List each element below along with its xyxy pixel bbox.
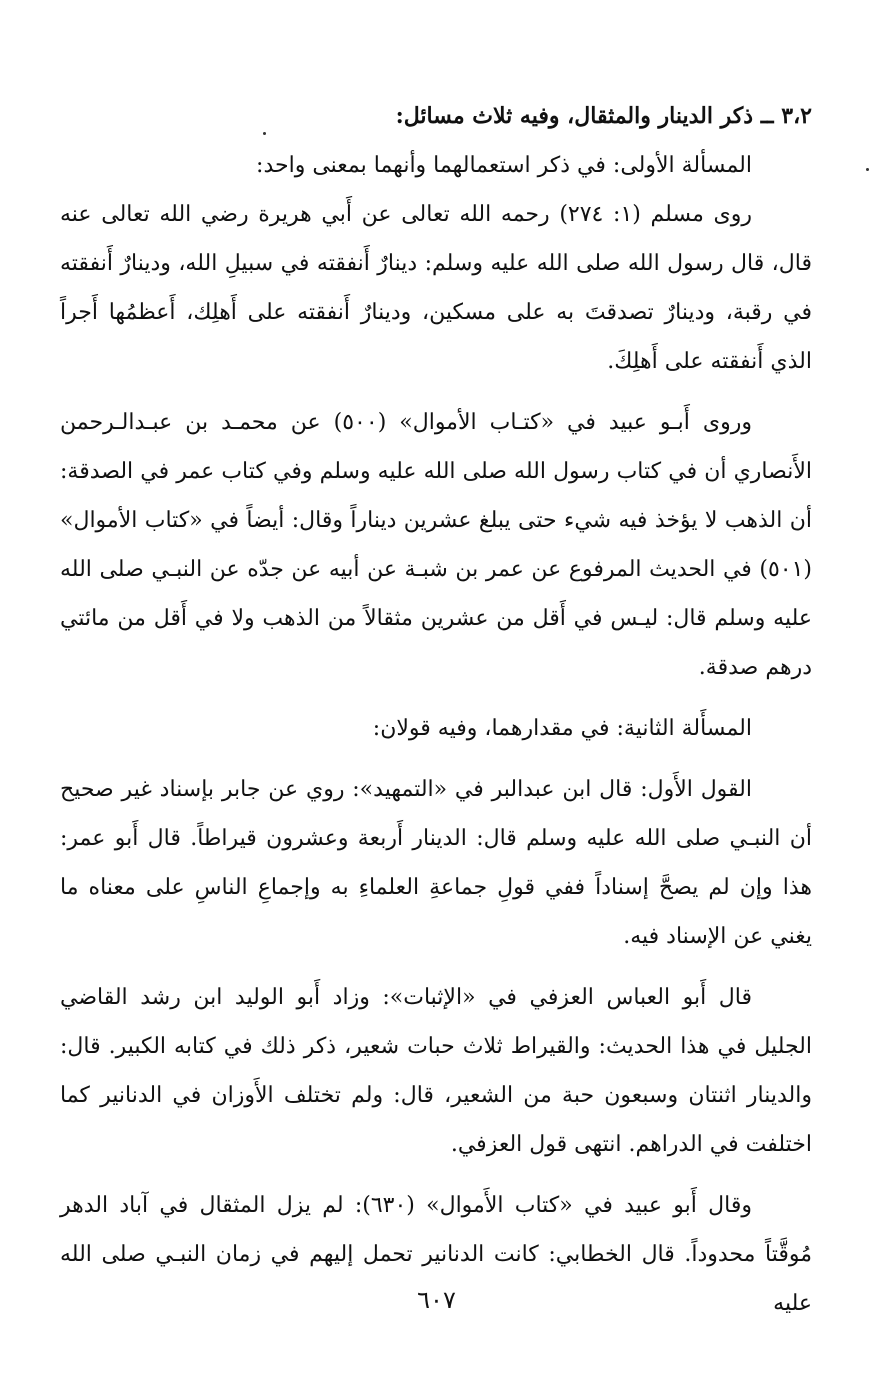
paragraph-azafi: قال أَبو العباس العزفي في «الإثبات»: وزاد أَبو الوليد ابن رشد القاضي الجليل في هذا الحديث: والقيراط ثلاث حبات شعير، ذكر ذلك في كتابه الكبير. قال: والدينار اثنتان وسبعون حبة من الشعير، قال: ولم تختلف الأَوزان في الدنانير كما اختلفت في الدراهم. انتهى قول العزفي. xyxy=(60,985,812,1157)
issue-two-title: المسأَلة الثانية: في مقدارهما، وفيه قولان: xyxy=(372,716,752,741)
page-body xyxy=(60,92,812,1328)
paragraph-mithqal: وقال أَبو عبيد في «كتاب الأَموال» (٦٣٠): لم يزل المثقال في آباد الدهر مُوقَّتاً محدوداً. قال الخطابي: كانت الدنانير تحمل إليهم في زمان النبـي صلى الله عليه xyxy=(60,1193,812,1316)
page-number: ٦٠٧ xyxy=(417,1286,456,1314)
section-heading: ٣،٢ ــ ذكر الدينار والمثقال، وفيه ثلاث مسائل: xyxy=(395,103,812,129)
paragraph-muslim-hadith: روى مسلم (١: ٢٧٤) رحمه الله تعالى عن أَبي هريرة رضي الله تعالى عنه قال، قال رسول الله صلى الله عليه وسلم: دينارٌ أَنفقته في سبيلِ الله، ودينارٌ أَنفقته في رقبة، ودينارٌ تصدقتَ به على مسكين، ودينارٌ أَنفقته على أَهلِك، أَعظمُها أَجراً الذي أَنفقته على أَهلِكَ. xyxy=(60,202,812,374)
issue-one-title: المسألة الأولى: في ذكر استعمالهما وأنهما بمعنى واحد: xyxy=(256,153,752,178)
paragraph-abu-ubaid: وروى أَبـو عبيد في «كتـاب الأموال» (٥٠٠) عن محمـد بن عبـدالـرحمن الأَنصاري أن في كتاب رسول الله صلى الله عليه وسلم وفي كتاب عمر في الصدقة: أن الذهب لا يؤخذ فيه شيء حتى يبلغ عشرين ديناراً وقال: أيضاً في «كتاب الأموال» (٥٠١) في الحديث المرفوع عن عمر بن شبـة عن أبيه عن جدّه عن النبـي صلى الله عليه وسلم قال: ليـس في أَقل من عشرين مثقالاً من الذهب ولا في أَقل من مائتي درهم صدقة. xyxy=(60,410,812,680)
scan-speck xyxy=(866,168,869,171)
paragraph-first-opinion: القول الأَول: قال ابن عبدالبر في «التمهيد»: روي عن جابر بإسناد غير صحيح أن النبـي صلى الله عليه وسلم قال: الدينار أَربعة وعشرون قيراطاً. قال أَبو عمر: هذا وإن لم يصحَّ إسناداً ففي قولِ جماعةِ العلماءِ به وإجماعِ الناسِ على معناه ما يغني عن الإسناد فيه. xyxy=(60,777,812,949)
scan-speck xyxy=(263,132,266,135)
